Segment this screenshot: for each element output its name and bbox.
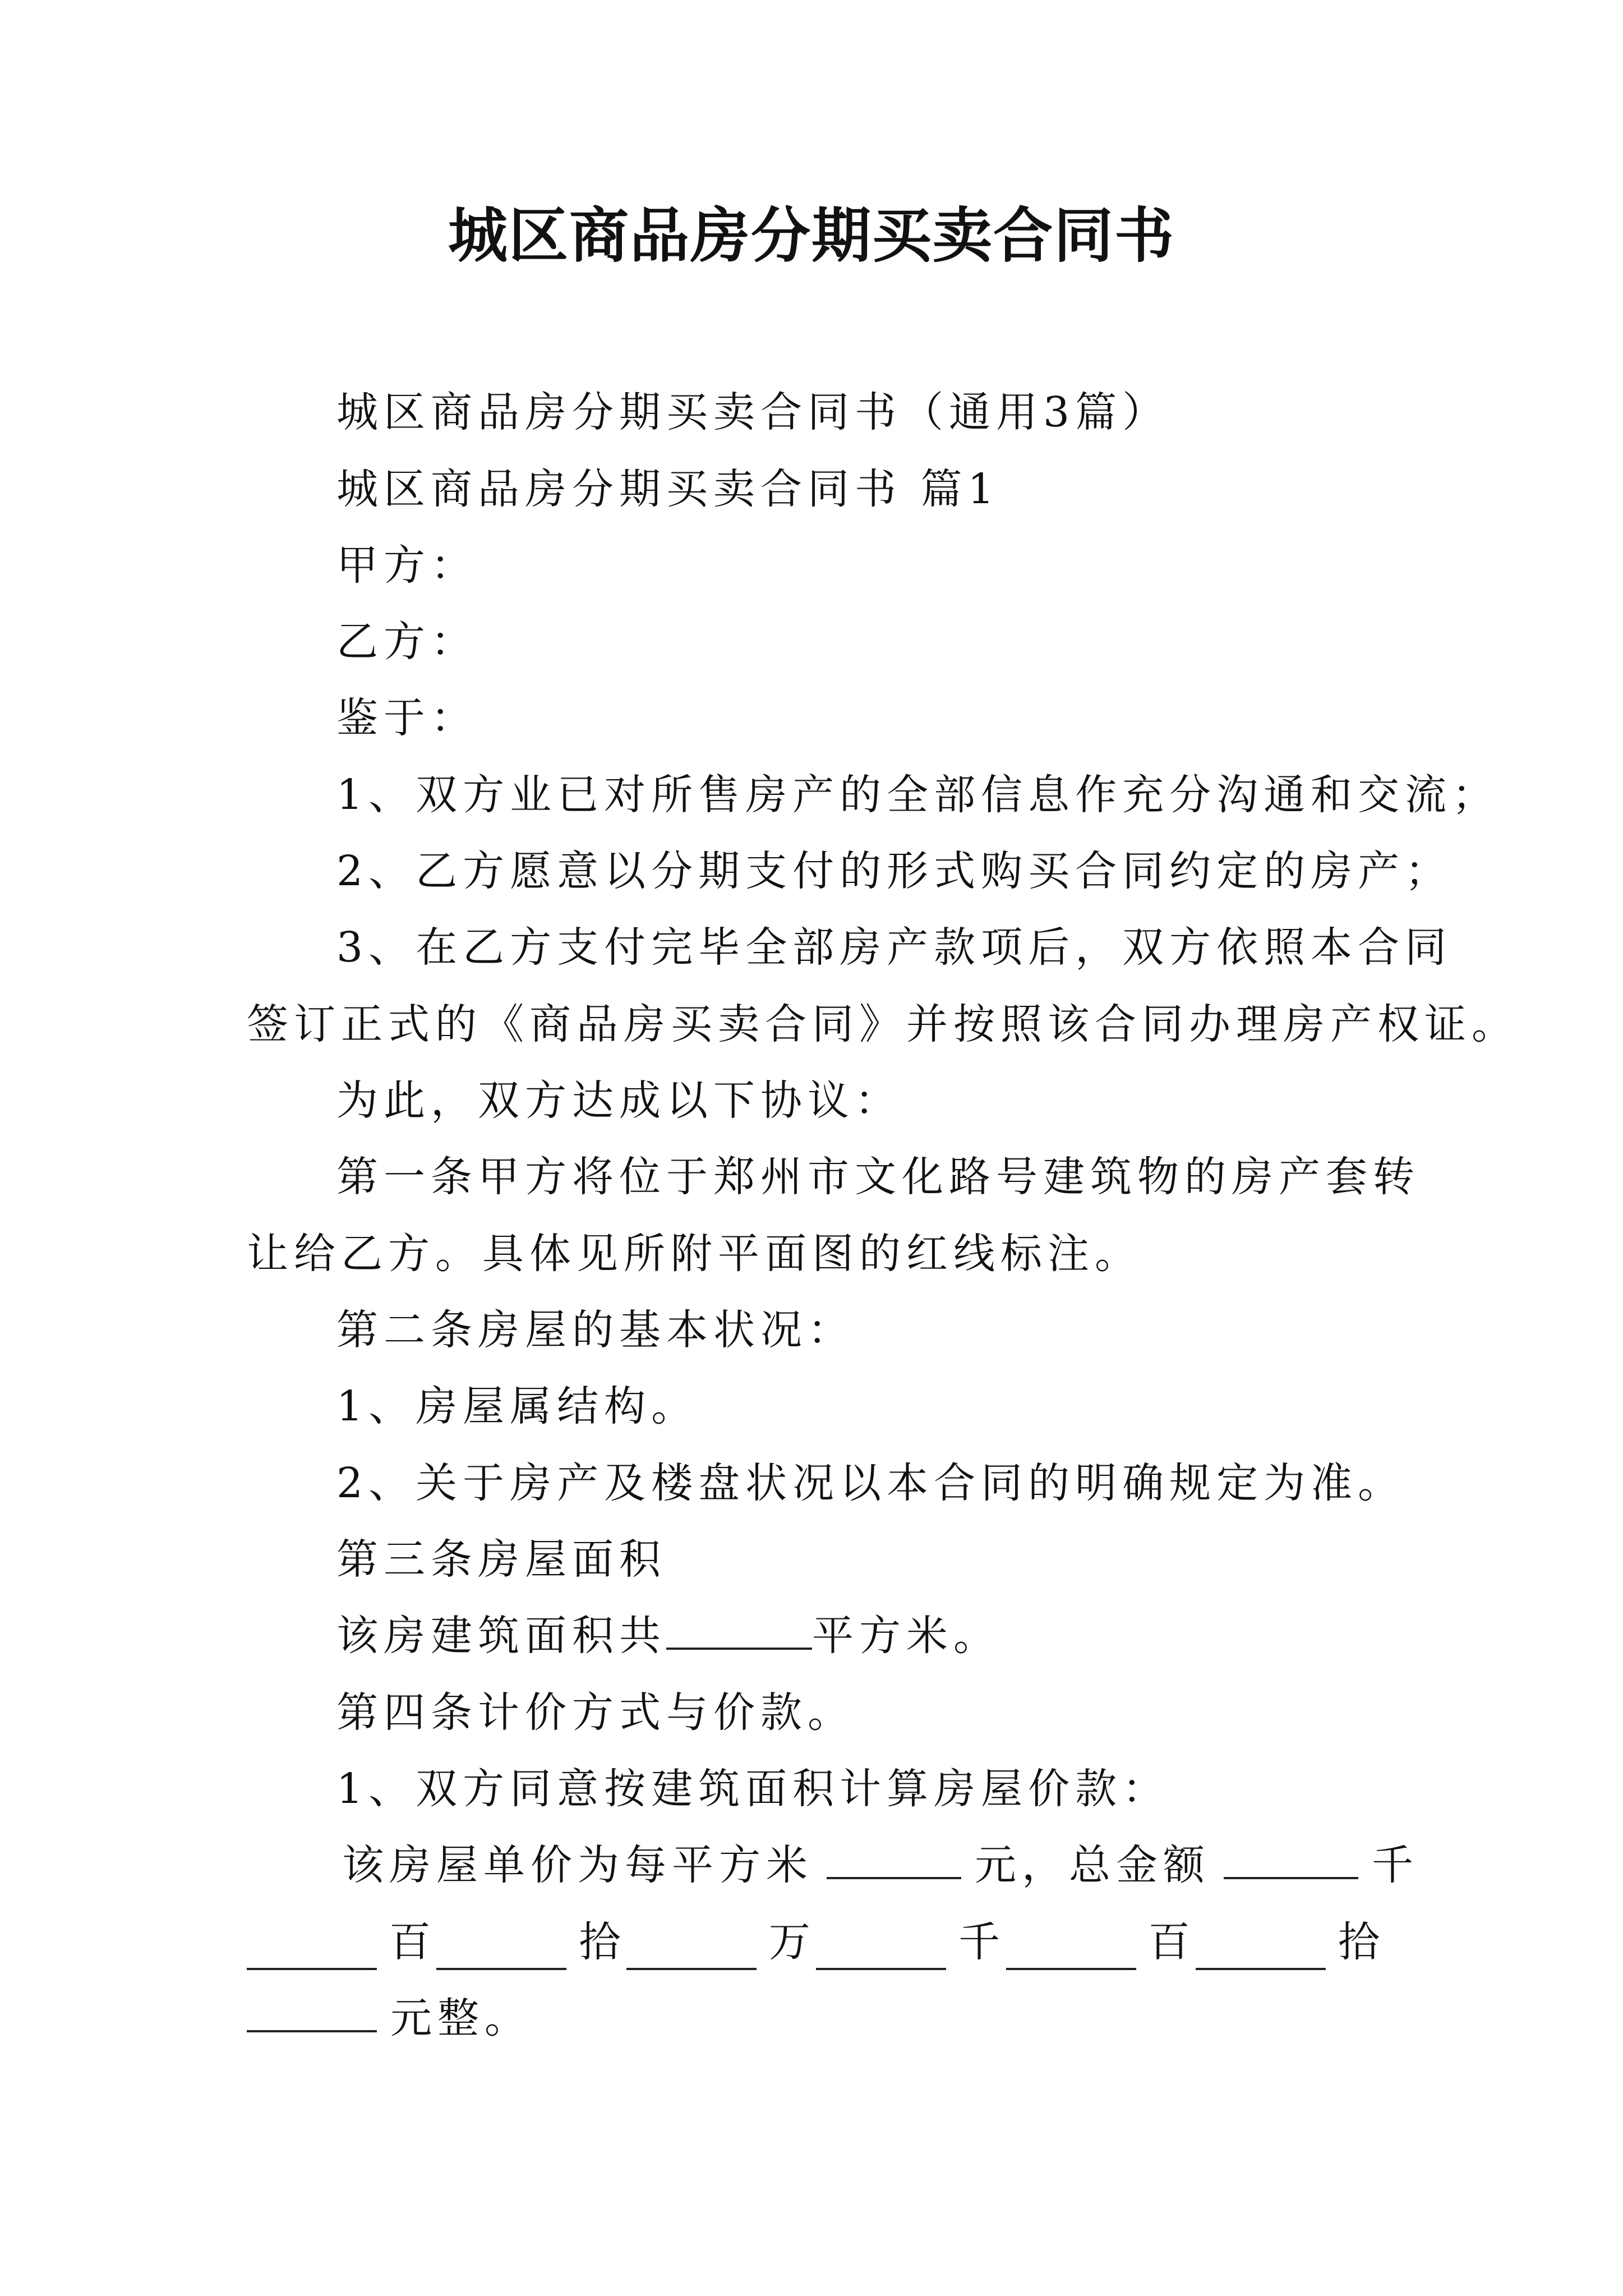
- amount-units-line: [247, 1914, 1380, 1970]
- text-line-yuan: [247, 1990, 532, 2046]
- text-line: 为此，双方达成以下协议：: [336, 1076, 902, 1125]
- amount-blank: [626, 1931, 757, 1970]
- amount-unit: 百: [389, 1918, 431, 1966]
- amount-seg: [816, 1914, 1000, 1970]
- text-line: 第四条计价方式与价款。: [336, 1688, 855, 1737]
- total-label: 元，总金额: [975, 1841, 1210, 1889]
- amount-seg: [1196, 1914, 1380, 1970]
- text-line: 让给乙方。具体见所附平面图的红线标注。: [247, 1230, 1142, 1278]
- text-line: 城区商品房分期买卖合同书（通用3篇）: [336, 388, 1170, 436]
- amount-blank: [247, 1993, 377, 2032]
- area-label: 该房建筑面积共: [336, 1612, 666, 1660]
- text-line: 第一条甲方将位于郑州市文化路号建筑物的房产套转: [336, 1153, 1420, 1201]
- text-line: 鉴于：: [336, 694, 478, 742]
- text-line: 第三条房屋面积: [336, 1535, 666, 1584]
- unit-price-blank: [827, 1840, 961, 1879]
- text-line-price: [342, 1837, 1419, 1893]
- text-line: 城区商品房分期买卖合同书 篇1: [336, 465, 1000, 513]
- price-label: 该房屋单价为每平方米: [342, 1841, 813, 1889]
- amount-blank: [816, 1931, 946, 1970]
- text-line: 乙方：: [336, 618, 478, 666]
- text-line: 3、在乙方支付完毕全部房产款项后，双方依照本合同: [336, 923, 1453, 972]
- amount-unit: 百: [1148, 1918, 1190, 1966]
- yuan-label: 元整。: [390, 1994, 532, 2042]
- text-line: 1、房屋属结构。: [336, 1382, 699, 1430]
- amount-unit: 千: [958, 1918, 1000, 1966]
- text-line: 签订正式的《商品房买卖合同》并按照该合同办理房产权证。: [247, 1000, 1519, 1048]
- unit-qian: 千: [1372, 1841, 1419, 1889]
- amount-unit: 拾: [1338, 1918, 1380, 1966]
- amount-seg: [1006, 1914, 1190, 1970]
- amount-blank: [1196, 1931, 1326, 1970]
- text-line: 1、双方同意按建筑面积计算房屋价款：: [336, 1765, 1170, 1813]
- text-line: 1、双方业已对所售房产的全部信息作充分沟通和交流；: [336, 771, 1500, 819]
- page-title: 城区商品房分期买卖合同书: [448, 200, 1175, 270]
- amount-seg: [247, 1914, 431, 1970]
- text-line: 第二条房屋的基本状况：: [336, 1306, 855, 1354]
- area-blank: [666, 1611, 812, 1650]
- text-line: 2、关于房产及楼盘状况以本合同的明确规定为准。: [336, 1459, 1405, 1507]
- area-unit: 平方米。: [812, 1612, 1000, 1660]
- amount-unit: 万: [768, 1918, 810, 1966]
- amount-seg: [626, 1914, 810, 1970]
- amount-blank: [1006, 1931, 1136, 1970]
- amount-blank: [436, 1931, 566, 1970]
- amount-seg: [436, 1914, 620, 1970]
- amount-blank: [247, 1931, 377, 1970]
- text-line: 甲方：: [336, 541, 478, 590]
- text-line-area: [336, 1608, 1000, 1664]
- total-qian-blank: [1224, 1840, 1358, 1879]
- text-line: 2、乙方愿意以分期支付的形式购买合同约定的房产；: [336, 847, 1453, 895]
- amount-unit: 拾: [579, 1918, 621, 1966]
